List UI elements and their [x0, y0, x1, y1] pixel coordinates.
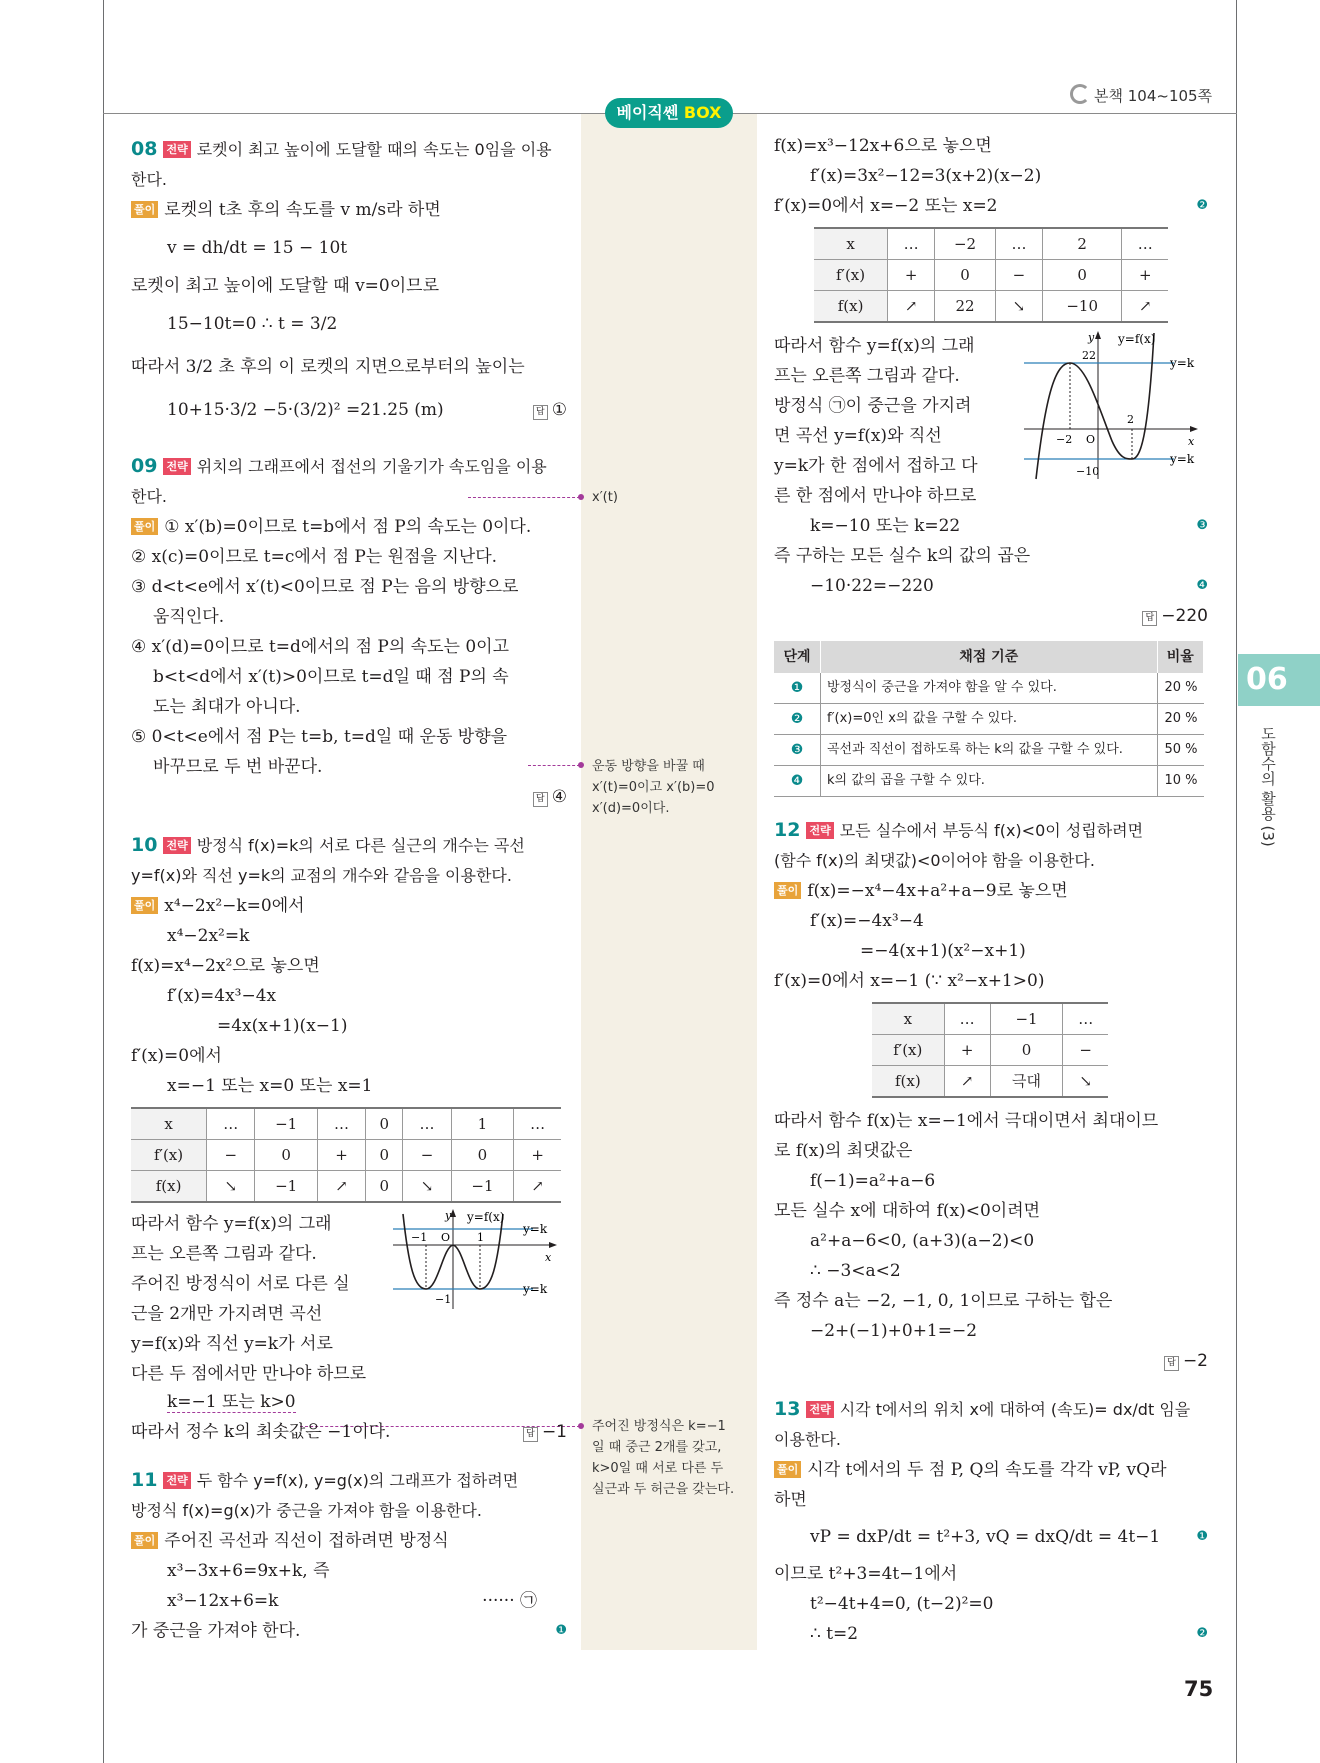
- table-cell: ↗: [1122, 291, 1168, 323]
- curve-label: y=f(x): [467, 1210, 505, 1224]
- rubric-step: ❹: [774, 766, 821, 797]
- rubric-row: [774, 673, 1204, 704]
- table-cell: 0: [366, 1140, 403, 1171]
- rubric-ratio: 50 %: [1157, 735, 1204, 766]
- table-cell: −: [995, 260, 1042, 291]
- tick-label: −10: [1076, 465, 1100, 478]
- variation-table-12: [872, 1002, 1108, 1098]
- table-row: [872, 1066, 1108, 1098]
- grading-rubric: [774, 641, 1204, 797]
- table-row: [814, 260, 1168, 291]
- table-cell: 0: [990, 1035, 1063, 1066]
- tick-label: 1: [477, 1231, 484, 1244]
- origin-label: O: [441, 1231, 451, 1244]
- table-cell: …: [514, 1108, 561, 1140]
- table-cell: −: [207, 1140, 255, 1171]
- left-column: 08 전략 로켓이 최고 높이에 도달할 때의 속도는 0임을 이용 한다. 풀이 로켓의 t초 후의 속도를 v m/s라 하면 v = dh/dt = 15 − 10t 로켓이 최고 높이에 도달할 때 v=0이므로 15−10t=0 ∴ t = 3/2 따라서 3/2 초 후의 이 로켓의 지면으로부터의 높이는 10+15·3/2 −5·(3/2)² =21.25 (m) 답 ① 09 전략 위치의 그래프에서 접선의 기울기가 속도임을 이용 한다. 풀이 ① x′(b)=0이므로 t=b에서 점 P의 속도는 0이다. ② x(c)=0이므로 t=c에서 점 P는 원점을 지난다. ③ d<t<e에서 x′(t)<0이므로 점 P는 음의 방향으로 움직인다. ④ x′(d)=0이므로 t=d에서의 점 P의 속도는 0이고 b<t<d에서 x′(t)>0이므로 t=d일 때 점 P의 속 도는 최대가 아니다. ⑤ 0<t<e에서 점 P는 t=b, t=d일 때 운동 방향을 바꾸므로 두 번 바꾼다. 답 ④ 10 전략 방정식 f(x)=k의 서로 다른 실근의 개수는 곡선 y=f(x)와 직선 y=k의 교점의 개수와 같음을 이용한다. 풀이 x⁴−2x²−k=0에서 x⁴−2x²=k f(x)=x⁴−2x²으로 놓으면 f′(x)=4x³−4x =4x(x+1)(x−1) f′(x)=0에서 x=−1 또는 x=0 또는 x=1 x … −1 … 0 … 1 … f′(x) − 0 + 0 − 0 + f(x) ↘ −1 ↗ 0 ↘ −1 ↗ 따라서 함수 y=f(x)의 그래 프는 오른쪽 그림과 같다. 주어진 방정식이 서로 다른 실 근을 2개만 가지려면 곡선 y=f(x)와 직선 y=k가 서로 다른 두 점에서만 만나야 하므로 y y=f(x) y=k y=k −1 O 1 x −1 k=−1 또는 k>0 따라서 정수 k의 최솟값은 −1이다. 답 −1 11 전략 두 함수 y=f(x), y=g(x)의 그래프가 접하려면 방정식 f(x)=g(x)가 중근을 가져야 함을 이용한다. 풀이 주어진 곡선과 직선이 접하려면 방정식 x³−3x+6=9x+k, 즉 x³−12x+6=k ······ ㉠ 가 중근을 가져야 한다. ❶: [131, 134, 567, 1646]
- table-cell: ↘: [207, 1171, 255, 1203]
- table-cell: ↗: [317, 1171, 365, 1203]
- table-row: [131, 1108, 561, 1140]
- page-border-left: [103, 0, 104, 1763]
- origin-label: O: [1086, 433, 1096, 446]
- table-cell: +: [317, 1140, 365, 1171]
- table-cell: −1: [255, 1108, 318, 1140]
- table-cell: …: [1063, 1003, 1108, 1035]
- table-cell: ↗: [514, 1171, 561, 1203]
- table-cell: ↗: [944, 1066, 990, 1098]
- table-cell: 0: [451, 1140, 514, 1171]
- table-cell: 1: [451, 1108, 514, 1140]
- table-cell: f(x): [814, 291, 888, 323]
- book-reference: 본책 104~105쪽: [1070, 84, 1212, 106]
- table-cell: 극대: [990, 1066, 1063, 1098]
- variation-table-10: [131, 1107, 561, 1203]
- tick-label: −1: [411, 1231, 428, 1244]
- rubric-step: ❷: [774, 704, 821, 735]
- line-label-top: y=k: [523, 1222, 548, 1236]
- rubric-step: ❸: [774, 735, 821, 766]
- line-label-top: y=k: [1170, 356, 1195, 370]
- table-cell: −1: [451, 1171, 514, 1203]
- table-cell: …: [317, 1108, 365, 1140]
- margin-note-2: 운동 방향을 바꿀 때 x′(t)=0이고 x′(b)=0 x′(d)=0이다.: [592, 759, 715, 816]
- table-cell: −1: [255, 1171, 318, 1203]
- tick-label: 22: [1082, 349, 1096, 362]
- table-cell: …: [207, 1108, 255, 1140]
- table-row: [872, 1035, 1108, 1066]
- rubric-criterion: f′(x)=0인 x의 값을 구할 수 있다.: [821, 704, 1158, 735]
- answer-08: 답 ①: [533, 387, 567, 433]
- x-axis-label: x: [545, 1251, 552, 1264]
- table-cell: +: [944, 1035, 990, 1066]
- table-cell: −: [1063, 1035, 1108, 1066]
- problem-13-strategy: 13 전략 시각 t에서의 위치 x에 대하여 (속도)= dx/dt 임을: [774, 1398, 1191, 1420]
- graph-11: [1024, 331, 1208, 481]
- line-label-bottom: y=k: [1170, 452, 1195, 466]
- rubric-criterion: 방정식이 중근을 가져야 함을 알 수 있다.: [821, 673, 1158, 704]
- tick-label: −2: [1056, 433, 1073, 446]
- table-row: [872, 1003, 1108, 1035]
- x-axis-label: x: [1188, 435, 1195, 448]
- right-column: f(x)=x³−12x+6으로 놓으면 f′(x)=3x²−12=3(x+2)(x−2) f′(x)=0에서 x=−2 또는 x=2 ❷ x … −2 … 2 … f′(x) + 0 − 0 + f(x) ↗ 22 ↘ −10 ↗ 따라서 함수 y=f(x)의 그래 프는 오른쪽 그림과 같다. 방정식 ㉠이 중근을 가지려 면 곡선 y=f(x)와 직선 y=k가 한 점에서 접하고 다 른 한 점에서 만나야 하므로 y y=f(x) y=k y=k 22 −2 O 2 x −10 k=−10 또는 k=22 ❸ 즉 구하는 모든 실수 k의 값의 곱은 −10·22=−220 ❹ 답 −220 단계 채점 기준 비율 ❶ 방정식이 중근을 가져야 함을 알 수 있다. 20 % ❷ f′(x)=0인 x의 값을 구할 수 있다. 20 % ❸ 곡선과 직선이 접하도록 하는 k의 값을 구할 수 있다. 50 % ❹ k의 값의 곱을 구할 수 있다. 10 % 12 전략 모든 실수에서 부등식 f(x)<0이 성립하려면 (함수 f(x)의 최댓값)<0이어야 함을 이용한다. 풀이 f(x)=−x⁴−4x+a²+a−9로 놓으면 f′(x)=−4x³−4 =−4(x+1)(x²−x+1) f′(x)=0에서 x=−1 (∵ x²−x+1>0) x … −1 … f′(x) + 0 − f(x) ↗ 극대 ↘ 따라서 함수 f(x)는 x=−1에서 극대이면서 최대이므 로 f(x)의 최댓값은 f(−1)=a²+a−6 모든 실수 x에 대하여 f(x)<0이려면 a²+a−6<0, (a+3)(a−2)<0 ∴ −3<a<2 즉 정수 a는 −2, −1, 0, 1이므로 구하는 합은 −2+(−1)+0+1=−2 답 −2 13 전략 시각 t에서의 위치 x에 대하여 (속도)= dx/dt 임을 이용한다. 풀이 시각 t에서의 두 점 P, Q의 속도를 각각 vP, vQ라 하면 vP = dxP/dt = t²+3, vQ = dxQ/dt = 4t−1 ❶ 이므로 t²+3=4t−1에서 t²−4t+4=0, (t−2)²=0 ∴ t=2 ❷: [774, 136, 1208, 1644]
- table-cell: f(x): [131, 1171, 207, 1203]
- table-row: [814, 228, 1168, 260]
- table-cell: 0: [1042, 260, 1122, 291]
- table-cell: ↘: [995, 291, 1042, 323]
- table-cell: ↘: [1063, 1066, 1108, 1098]
- graph-10: [393, 1209, 563, 1319]
- table-cell: +: [514, 1140, 561, 1171]
- table-cell: x: [814, 228, 888, 260]
- answer-11: 답 −220: [774, 601, 1208, 631]
- table-row: [814, 291, 1168, 323]
- table-cell: −1: [990, 1003, 1063, 1035]
- basic-box-badge: 베이직쎈 BOX: [605, 98, 733, 128]
- table-cell: f′(x): [814, 260, 888, 291]
- problem-10-strategy: 10 전략 방정식 f(x)=k의 서로 다른 실근의 개수는 곡선: [131, 834, 525, 856]
- page-number: 75: [1184, 1677, 1214, 1701]
- table-cell: −2: [935, 228, 996, 260]
- table-cell: …: [1122, 228, 1168, 260]
- rubric-header: 단계: [774, 641, 821, 673]
- problem-09-strategy: 09 전략 위치의 그래프에서 접선의 기울기가 속도임을 이용: [131, 455, 547, 477]
- chapter-title: 도함수의 활용 (3): [1259, 726, 1277, 847]
- table-cell: x: [872, 1003, 944, 1035]
- chapter-tab: 06: [1238, 654, 1320, 706]
- rubric-row: [774, 735, 1204, 766]
- table-cell: f′(x): [131, 1140, 207, 1171]
- table-cell: …: [944, 1003, 990, 1035]
- table-cell: …: [888, 228, 935, 260]
- rubric-header: 채점 기준: [821, 641, 1158, 673]
- margin-note-1: x′(t): [592, 490, 618, 505]
- table-cell: 22: [935, 291, 996, 323]
- table-cell: f(x): [872, 1066, 944, 1098]
- table-cell: +: [1122, 260, 1168, 291]
- table-cell: 0: [366, 1171, 403, 1203]
- page-border-right: [1236, 0, 1237, 1763]
- rubric-criterion: 곡선과 직선이 접하도록 하는 k의 값을 구할 수 있다.: [821, 735, 1158, 766]
- rubric-row: [774, 766, 1204, 797]
- problem-11-strategy: 11 전략 두 함수 y=f(x), y=g(x)의 그래프가 접하려면: [131, 1469, 519, 1491]
- y-axis-label: y: [1088, 331, 1095, 344]
- table-cell: −10: [1042, 291, 1122, 323]
- line-label-bottom: y=k: [523, 1282, 548, 1296]
- answer-09: 답 ④: [131, 782, 567, 812]
- curve-label: y=f(x): [1118, 332, 1156, 346]
- table-cell: x: [131, 1108, 207, 1140]
- table-row: [131, 1171, 561, 1203]
- answer-12: 답 −2: [774, 1346, 1208, 1376]
- table-cell: f′(x): [872, 1035, 944, 1066]
- table-cell: 2: [1042, 228, 1122, 260]
- y-axis-label: y: [445, 1209, 452, 1222]
- problem-08-strategy: 08 전략 로켓이 최고 높이에 도달할 때의 속도는 0임을 이용: [131, 138, 552, 160]
- table-cell: −: [403, 1140, 451, 1171]
- tick-label: −1: [435, 1293, 452, 1306]
- rubric-header: 비율: [1157, 641, 1204, 673]
- book-ref-icon: [1070, 84, 1090, 104]
- table-cell: ↗: [888, 291, 935, 323]
- rubric-ratio: 20 %: [1157, 704, 1204, 735]
- tick-label: 2: [1127, 413, 1134, 426]
- rubric-row: [774, 704, 1204, 735]
- table-cell: 0: [935, 260, 996, 291]
- margin-note-3: 주어진 방정식은 k=−1 일 때 중근 2개를 갖고, k>0일 때 서로 다른 두 실근과 두 허근을 갖는다.: [592, 1419, 735, 1497]
- rubric-ratio: 10 %: [1157, 766, 1204, 797]
- answer-10: 답 −1: [523, 1417, 567, 1447]
- rubric-step: ❶: [774, 673, 821, 704]
- rubric-ratio: 20 %: [1157, 673, 1204, 704]
- table-cell: …: [995, 228, 1042, 260]
- problem-12-strategy: 12 전략 모든 실수에서 부등식 f(x)<0이 성립하려면: [774, 819, 1144, 841]
- table-row: [131, 1140, 561, 1171]
- table-cell: 0: [255, 1140, 318, 1171]
- variation-table-11: [814, 227, 1168, 323]
- rubric-criterion: k의 값의 곱을 구할 수 있다.: [821, 766, 1158, 797]
- table-cell: …: [403, 1108, 451, 1140]
- table-cell: 0: [366, 1108, 403, 1140]
- table-cell: +: [888, 260, 935, 291]
- table-cell: ↘: [403, 1171, 451, 1203]
